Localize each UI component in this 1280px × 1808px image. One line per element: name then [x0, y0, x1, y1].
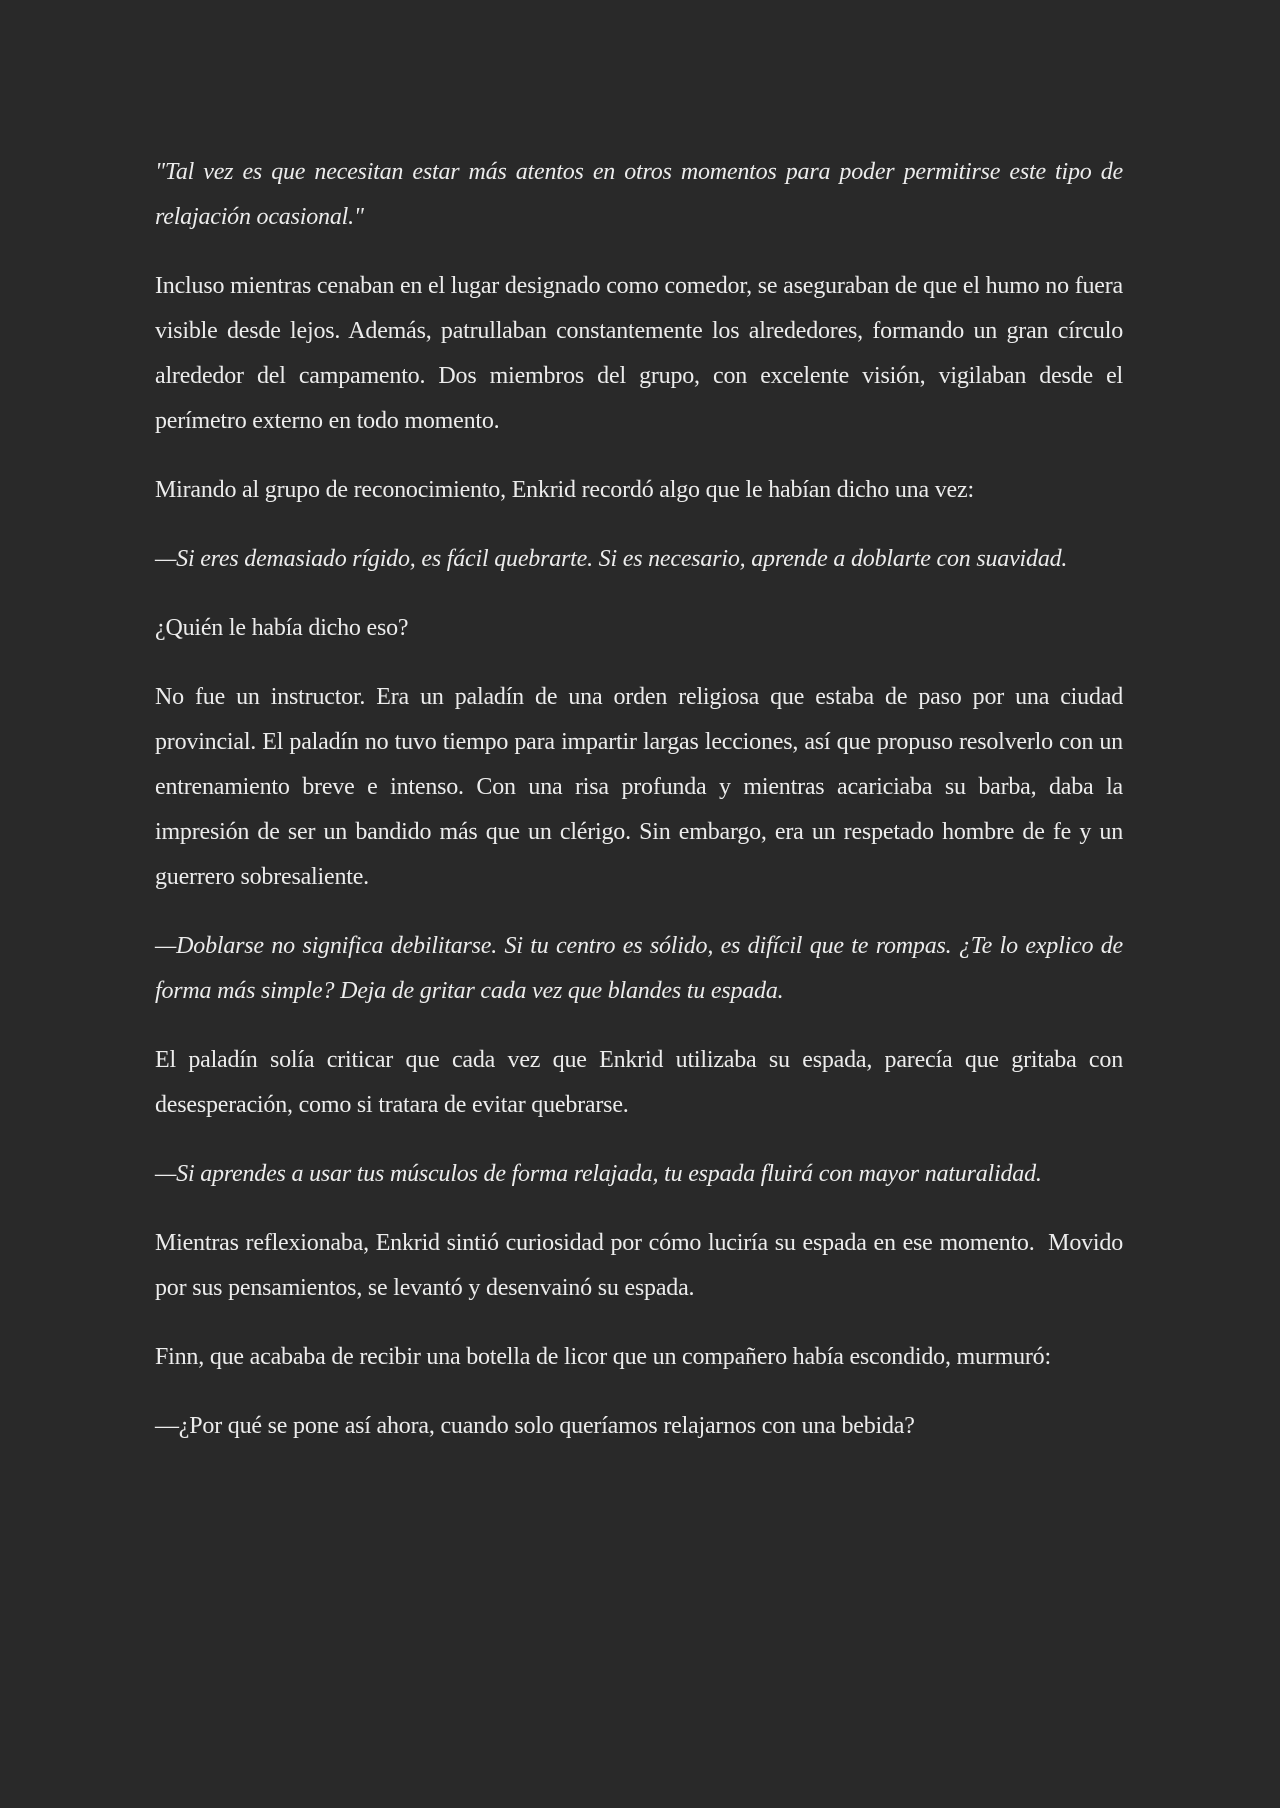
paragraph: —Si aprendes a usar tus músculos de forma relajada, tu espada fluirá con mayor naturalidad. — [155, 1161, 1042, 1187]
paragraph: Mientras reflexionaba, Enkrid sintió curiosidad por cómo luciría su espada en ese momento. Movido por sus pensamientos, se levantó y desenvainó su espada. — [155, 1230, 1129, 1301]
reading-page — [155, 150, 1129, 1473]
paragraph: El paladín solía criticar que cada vez que Enkrid utilizaba su espada, parecía que gritaba con desesperación, como si tratara de evitar quebrarse. — [155, 1047, 1129, 1118]
paragraph: —Doblarse no significa debilitarse. Si tu centro es sólido, es difícil que te rompas. ¿Te lo explico de forma más simple? Deja de gritar cada vez que blandes tu espada. — [155, 933, 1129, 1004]
paragraph: "Tal vez es que necesitan estar más atentos en otros momentos para poder permitirse este tipo de relajación ocasional." — [155, 159, 1129, 230]
paragraph: No fue un instructor. Era un paladín de una orden religiosa que estaba de paso por una ciudad provincial. El paladín no tuvo tiempo para impartir largas lecciones, así que propuso resolverlo con un entrenamiento breve e intenso. Con una risa profunda y mientras acariciaba su barba, daba la impresión de ser un bandido más que un clérigo. Sin embargo, era un respetado hombre de fe y un guerrero sobresaliente. — [155, 684, 1129, 890]
paragraph: —¿Por qué se pone así ahora, cuando solo queríamos relajarnos con una bebida? — [155, 1413, 915, 1439]
paragraph: Mirando al grupo de reconocimiento, Enkrid recordó algo que le habían dicho una vez: — [155, 477, 974, 503]
paragraph: ¿Quién le había dicho eso? — [155, 615, 409, 641]
paragraph: Finn, que acababa de recibir una botella de licor que un compañero había escondido, murmuró: — [155, 1344, 1051, 1370]
paragraph: Incluso mientras cenaban en el lugar designado como comedor, se aseguraban de que el humo no fuera visible desde lejos. Además, patrullaban constantemente los alrededores, formando un gran círculo alrededor del campamento. Dos miembros del grupo, con excelente visión, vigilaban desde el perímetro externo en todo momento. — [155, 273, 1129, 434]
paragraph: —Si eres demasiado rígido, es fácil quebrarte. Si es necesario, aprende a doblarte con suavidad. — [155, 546, 1068, 572]
